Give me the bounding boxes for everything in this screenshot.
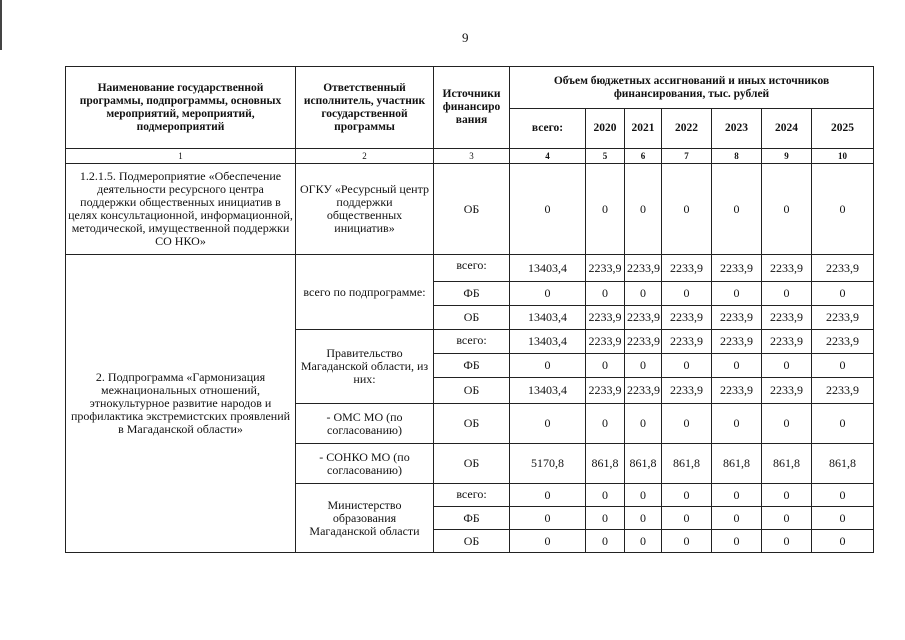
column-number: 1 — [66, 149, 296, 164]
value-cell: 2233,9 — [586, 255, 625, 282]
value-cell: 2233,9 — [586, 330, 625, 354]
value-cell: 0 — [712, 164, 762, 255]
value-cell: 2233,9 — [625, 255, 662, 282]
value-cell: 0 — [762, 404, 812, 444]
value-cell: 5170,8 — [510, 444, 586, 484]
header-name: Наименование государственной программы, подпрограммы, основных мероприятий, мероприятий, подмероприятий — [66, 67, 296, 149]
value-cell: 2233,9 — [712, 306, 762, 330]
value-cell: 861,8 — [662, 444, 712, 484]
value-cell: 0 — [712, 484, 762, 507]
header-year: 2024 — [762, 109, 812, 149]
column-number: 5 — [586, 149, 625, 164]
column-number: 4 — [510, 149, 586, 164]
value-cell: 2233,9 — [762, 378, 812, 404]
value-cell: 0 — [586, 507, 625, 530]
value-cell: 13403,4 — [510, 255, 586, 282]
value-cell: 861,8 — [586, 444, 625, 484]
value-cell: 2233,9 — [625, 306, 662, 330]
row-source: ОБ — [434, 306, 510, 330]
value-cell: 2233,9 — [662, 255, 712, 282]
value-cell: 2233,9 — [586, 306, 625, 330]
value-cell: 0 — [662, 282, 712, 306]
value-cell: 2233,9 — [625, 330, 662, 354]
value-cell: 861,8 — [812, 444, 874, 484]
row-name: 1.2.1.5. Подмероприятие «Обеспечение деятельности ресурсного центра поддержки общественных инициатив в целях консультационной, информационной, методической, имущественной поддержки СО НКО» — [66, 164, 296, 255]
value-cell: 0 — [625, 282, 662, 306]
value-cell: 0 — [510, 164, 586, 255]
value-cell: 0 — [762, 530, 812, 553]
row-source: ОБ — [434, 530, 510, 553]
value-cell: 2233,9 — [812, 330, 874, 354]
table-row — [66, 164, 874, 255]
value-cell: 0 — [762, 282, 812, 306]
header-source: Источники финансиро вания — [434, 67, 510, 149]
value-cell: 0 — [586, 354, 625, 378]
value-cell: 2233,9 — [662, 378, 712, 404]
value-cell: 0 — [812, 507, 874, 530]
row-executor: Правительство Магаданской области, из них: — [296, 330, 434, 404]
value-cell: 0 — [586, 484, 625, 507]
value-cell: 0 — [662, 354, 712, 378]
row-source: ОБ — [434, 404, 510, 444]
value-cell: 0 — [812, 484, 874, 507]
value-cell: 0 — [762, 484, 812, 507]
header-budget: Объем бюджетных ассигнований и иных источников финансирования, тыс. рублей — [510, 67, 874, 109]
row-executor: - ОМС МО (по согласованию) — [296, 404, 434, 444]
row-source: ОБ — [434, 378, 510, 404]
value-cell: 0 — [762, 354, 812, 378]
row-executor: - СОНКО МО (по согласованию) — [296, 444, 434, 484]
row-source: ФБ — [434, 507, 510, 530]
value-cell: 861,8 — [712, 444, 762, 484]
program-name: 2. Подпрограмма «Гармонизация межнациональных отношений, этнокультурное развитие народов и профилактика экстремистских проявлений в Магаданской области» — [66, 255, 296, 553]
value-cell: 2233,9 — [662, 306, 712, 330]
value-cell: 13403,4 — [510, 306, 586, 330]
value-cell: 13403,4 — [510, 330, 586, 354]
header-year: 2020 — [586, 109, 625, 149]
value-cell: 0 — [510, 530, 586, 553]
value-cell: 0 — [586, 164, 625, 255]
value-cell: 0 — [762, 507, 812, 530]
value-cell: 0 — [625, 530, 662, 553]
value-cell: 0 — [712, 282, 762, 306]
value-cell: 0 — [625, 404, 662, 444]
row-source: всего: — [434, 255, 510, 282]
value-cell: 0 — [662, 530, 712, 553]
value-cell: 0 — [510, 354, 586, 378]
value-cell: 0 — [625, 354, 662, 378]
column-number: 6 — [625, 149, 662, 164]
value-cell: 2233,9 — [762, 255, 812, 282]
value-cell: 2233,9 — [586, 378, 625, 404]
value-cell: 2233,9 — [662, 330, 712, 354]
value-cell: 0 — [510, 484, 586, 507]
column-number: 9 — [762, 149, 812, 164]
table-row — [66, 255, 874, 282]
page-edge-rule — [0, 0, 2, 50]
value-cell: 2233,9 — [762, 306, 812, 330]
header-year: 2022 — [662, 109, 712, 149]
value-cell: 13403,4 — [510, 378, 586, 404]
row-executor: ОГКУ «Ресурсный центр поддержки общественных инициатив» — [296, 164, 434, 255]
column-number: 10 — [812, 149, 874, 164]
value-cell: 0 — [586, 282, 625, 306]
column-number: 2 — [296, 149, 434, 164]
value-cell: 2233,9 — [712, 255, 762, 282]
column-number: 7 — [662, 149, 712, 164]
value-cell: 0 — [510, 282, 586, 306]
value-cell: 0 — [812, 164, 874, 255]
value-cell: 0 — [662, 507, 712, 530]
value-cell: 0 — [812, 354, 874, 378]
value-cell: 0 — [712, 507, 762, 530]
value-cell: 0 — [662, 484, 712, 507]
row-source: ФБ — [434, 354, 510, 378]
value-cell: 2233,9 — [712, 378, 762, 404]
value-cell: 0 — [625, 507, 662, 530]
value-cell: 0 — [712, 404, 762, 444]
value-cell: 0 — [812, 530, 874, 553]
value-cell: 0 — [662, 164, 712, 255]
value-cell: 2233,9 — [625, 378, 662, 404]
value-cell: 2233,9 — [812, 378, 874, 404]
value-cell: 861,8 — [625, 444, 662, 484]
budget-table — [65, 66, 874, 553]
value-cell: 0 — [625, 484, 662, 507]
row-source: ОБ — [434, 444, 510, 484]
header-total: всего: — [510, 109, 586, 149]
value-cell: 2233,9 — [762, 330, 812, 354]
value-cell: 0 — [510, 404, 586, 444]
value-cell: 861,8 — [762, 444, 812, 484]
row-source: ФБ — [434, 282, 510, 306]
row-source: всего: — [434, 330, 510, 354]
value-cell: 0 — [586, 404, 625, 444]
column-number: 3 — [434, 149, 510, 164]
value-cell: 2233,9 — [812, 306, 874, 330]
row-source: всего: — [434, 484, 510, 507]
header-year: 2021 — [625, 109, 662, 149]
value-cell: 0 — [662, 404, 712, 444]
header-year: 2025 — [812, 109, 874, 149]
row-executor: всего по подпрограмме: — [296, 255, 434, 330]
value-cell: 2233,9 — [712, 330, 762, 354]
header-year: 2023 — [712, 109, 762, 149]
value-cell: 0 — [712, 354, 762, 378]
value-cell: 0 — [625, 164, 662, 255]
value-cell: 0 — [812, 282, 874, 306]
value-cell: 2233,9 — [812, 255, 874, 282]
row-executor: Министерство образования Магаданской области — [296, 484, 434, 553]
value-cell: 0 — [586, 530, 625, 553]
value-cell: 0 — [812, 404, 874, 444]
row-source: ОБ — [434, 164, 510, 255]
value-cell: 0 — [762, 164, 812, 255]
header-executor: Ответственный исполнитель, участник государственной программы — [296, 67, 434, 149]
column-number: 8 — [712, 149, 762, 164]
value-cell: 0 — [510, 507, 586, 530]
value-cell: 0 — [712, 530, 762, 553]
page-number: 9 — [462, 30, 469, 45]
